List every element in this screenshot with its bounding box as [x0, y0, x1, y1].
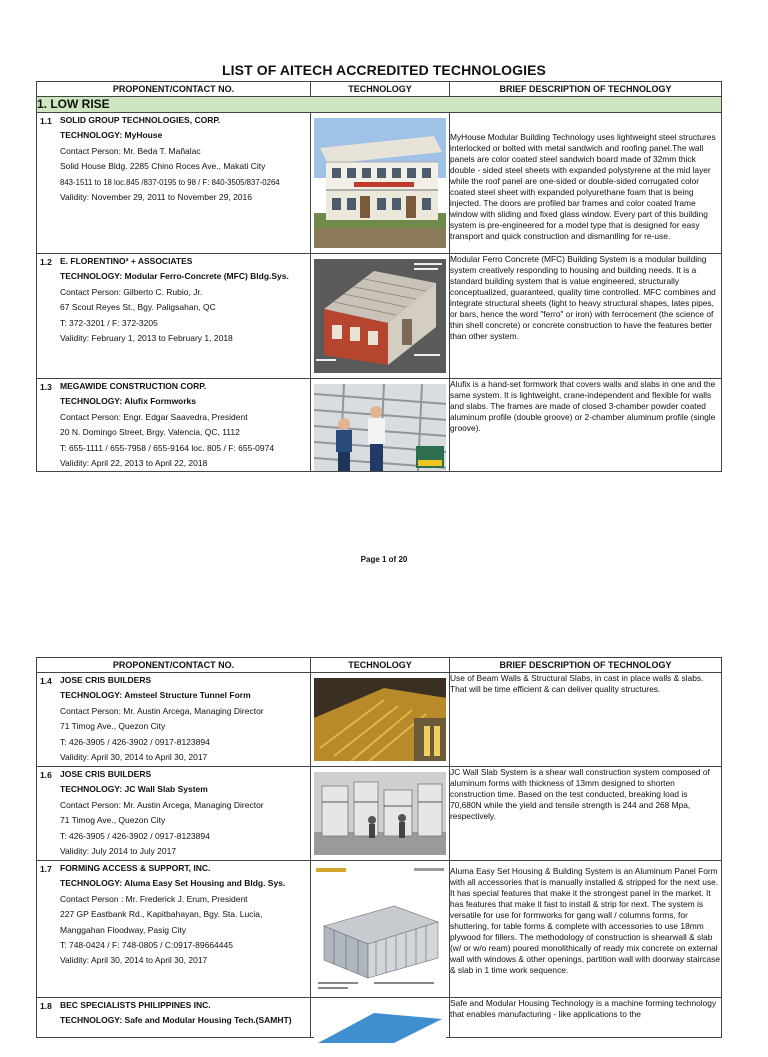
- samht-photo: [314, 1003, 446, 1057]
- technology-image-cell: [311, 113, 450, 254]
- proponent-cell: [37, 379, 311, 472]
- technology-image-cell: [311, 861, 450, 998]
- company-name: FORMING ACCESS & SUPPORT, INC.: [60, 863, 211, 873]
- entry-number: 1.3: [40, 382, 52, 392]
- header-technology: TECHNOLOGY: [311, 82, 450, 97]
- phone: T: 372-3201 / F: 372-3205: [60, 317, 158, 328]
- proponent-cell: [37, 998, 311, 1038]
- technology-image-cell: [311, 998, 450, 1038]
- header-row: [37, 82, 722, 97]
- wall-slab-system-photo: [314, 772, 446, 855]
- company-name: SOLID GROUP TECHNOLOGIES, CORP.: [60, 115, 221, 125]
- document-title: LIST OF AITECH ACCREDITED TECHNOLOGIES: [222, 62, 546, 78]
- technology-table-page2: [36, 657, 722, 1038]
- technology-name: TECHNOLOGY: Safe and Modular Housing Tech.(SAMHT): [60, 1015, 292, 1026]
- address: 71 Timog Ave., Quezon City: [60, 721, 166, 732]
- technology-image-cell: [311, 379, 450, 472]
- address-line-2: Manggahan Floodway, Pasig City: [60, 924, 186, 935]
- technology-name: TECHNOLOGY: Aluma Easy Set Housing and Bldg. Sys.: [60, 878, 286, 889]
- company-name: MEGAWIDE CONSTRUCTION CORP.: [60, 381, 207, 391]
- proponent-cell: [37, 113, 311, 254]
- technology-name: TECHNOLOGY: Amsteel Structure Tunnel Form: [60, 690, 251, 701]
- technology-image-cell: [311, 673, 450, 767]
- table-row: [37, 767, 722, 861]
- table-row: [37, 673, 722, 767]
- entry-number: 1.2: [40, 257, 52, 267]
- address: 71 Timog Ave., Quezon City: [60, 815, 166, 826]
- address: 227 GP Eastbank Rd., Kapitbahayan, Bgy. Sta. Lucia,: [60, 909, 263, 920]
- entry-number: 1.7: [40, 864, 52, 874]
- contact-person: Contact Person: Mr. Austin Arcega, Managing Director: [60, 705, 264, 716]
- mfc-building-diagram: [314, 259, 446, 373]
- page-number: Page 1 of 20: [360, 555, 408, 564]
- section-title: 1. LOW RISE: [37, 97, 722, 113]
- company-name: BEC SPECIALISTS PHILIPPINES INC.: [60, 1000, 211, 1010]
- company-name: JOSE CRIS BUILDERS: [60, 769, 152, 779]
- contact-person: Contact Person: Mr. Austin Arcega, Managing Director: [60, 799, 264, 810]
- aluma-easy-set-diagram: [314, 866, 446, 992]
- header-description: BRIEF DESCRIPTION OF TECHNOLOGY: [450, 658, 722, 673]
- validity: Validity: July 2014 to July 2017: [60, 846, 177, 857]
- description-cell: Use of Beam Walls & Structural Slabs, in cast in place walls & slabs. That will be time efficient & can deliver quality structures.: [450, 673, 722, 767]
- technology-name: TECHNOLOGY: JC Wall Slab System: [60, 784, 208, 795]
- address: Solid House Bldg. 2285 Chino Roces Ave., Makati City: [60, 161, 266, 172]
- validity: Validity: November 29, 2011 to November 29, 2016: [60, 192, 252, 203]
- alufix-formwork-photo: [314, 384, 446, 471]
- entry-number: 1.8: [40, 1001, 52, 1011]
- section-row: [37, 97, 722, 113]
- description-cell: Aluma Easy Set Housing & Building System is an Aluminum Panel Form with all accessories that is manually installed & stripped for the next use. It has special features that make it the strongest panel in the market. It has features that make it fast to install & strip for next. The system is versatile for use for formworks for gang wall / columns forms, for shuttering, for table forms & complete with accessories to use 18mm plywood for fillers. The methodology of construction is shearwall & slab (w/ or w/o ream) poured monolithically of ready mix concrete on external wall with windows & other openings, partition wall with doorway staircase & slab in 1 time work sequence.: [450, 861, 722, 998]
- description-cell: JC Wall Slab System is a shear wall construction system composed of aluminum forms with thickness of 13mm designed to shorten construction time. Based on the test conducted, breaking load is 70,680N while the yield and tensile strength is 244 and 268 Mpa, respectively.: [450, 767, 722, 861]
- validity: Validity: April 30, 2014 to April 30, 2017: [60, 955, 208, 966]
- validity: Validity: April 30, 2014 to April 30, 2017: [60, 752, 208, 763]
- description-cell: MyHouse Modular Building Technology uses lightweight steel structures interlocked or bolted with metal sandwich and roofing panel.The wall panels are color coated steel sandwich board made of 32mm thick double - sided steel sheets with expanded polystyrene at the mid layer while the roof panel are one-sided or double-sided corrugated color coated steel sheet with expanded polyurethane foam that is being injected. The doors are profiled bar frames and color coated frame window with sliding and fixed glass window. Every part of this building system is pre-engineered for a model type that is designed for easy transport and quick construction and dismantling for re-use.: [450, 113, 722, 254]
- table-row: [37, 998, 722, 1038]
- table-row: [37, 254, 722, 379]
- table-row: [37, 861, 722, 998]
- phone: T: 655-1111 / 655-7958 / 655-9164 loc. 805 / F: 655-0974: [60, 442, 275, 453]
- header-description: BRIEF DESCRIPTION OF TECHNOLOGY: [450, 82, 722, 97]
- phone: 843-1511 to 18 loc.845 /837-0195 to 98 / F: 840-3505/837-0264: [60, 177, 280, 187]
- validity: Validity: February 1, 2013 to February 1, 2018: [60, 333, 233, 344]
- contact-person: Contact Person : Mr. Frederick J. Erum, President: [60, 893, 248, 904]
- entry-number: 1.1: [40, 116, 52, 126]
- validity: Validity: April 22, 2013 to April 22, 2018: [60, 458, 208, 469]
- header-proponent: PROPONENT/CONTACT NO.: [37, 658, 311, 673]
- header-technology: TECHNOLOGY: [311, 658, 450, 673]
- proponent-cell: [37, 673, 311, 767]
- technology-name: TECHNOLOGY: MyHouse: [60, 130, 163, 141]
- contact-person: Contact Person: Mr. Beda T. Mañalac: [60, 145, 201, 156]
- address: 20 N. Domingo Street, Brgy. Valencia, QC, 1112: [60, 427, 240, 438]
- address: 67 Scout Reyes St., Bgy. Paligsahan, QC: [60, 302, 216, 313]
- technology-image-cell: [311, 767, 450, 861]
- contact-person: Contact Person: Engr. Edgar Saavedra, President: [60, 411, 248, 422]
- company-name: JOSE CRIS BUILDERS: [60, 675, 152, 685]
- technology-name: TECHNOLOGY: Alufix Formworks: [60, 396, 197, 407]
- description-cell: Modular Ferro Concrete (MFC) Building System is a modular building system creatively responding to housing and building needs. It is a standard building system that is value engineered, structurally conceptualized, guaranteed, quality time controlled. MFC combines and integrate structural sheets (light to heavy structural shapes, lates pipes, or bars, hence the word "ferro" or iron) with ferrocement (the science of thin shell concrete) or concrete construction to have the features better than other system.: [450, 254, 722, 379]
- description-cell: Alufix is a hand-set formwork that covers walls and slabs in one and the same system. It is lightweight, crane-independent and flexible for walls and slabs. The frames are made of closed 3-chamber powder coated aluminum profile (double groove) or 2-chamber aluminum profile (single groove).: [450, 379, 722, 472]
- header-row: [37, 658, 722, 673]
- myhouse-building-photo: [314, 118, 446, 248]
- proponent-cell: [37, 861, 311, 998]
- technology-name: TECHNOLOGY: Modular Ferro-Concrete (MFC) Bldg.Sys.: [60, 271, 289, 282]
- description-cell: Safe and Modular Housing Technology is a machine forming technology that enables manufacturing - like applications to the: [450, 998, 722, 1038]
- proponent-cell: [37, 254, 311, 379]
- phone: T: 426-3905 / 426-3902 / 0917-8123894: [60, 830, 210, 841]
- entry-number: 1.4: [40, 676, 52, 686]
- proponent-cell: [37, 767, 311, 861]
- phone: T: 426-3905 / 426-3902 / 0917-8123894: [60, 736, 210, 747]
- technology-image-cell: [311, 254, 450, 379]
- phone: T: 748-0424 / F: 748-0805 / C:0917-89664445: [60, 940, 233, 951]
- company-name: E. FLORENTINO³ + ASSOCIATES: [60, 256, 193, 266]
- entry-number: 1.6: [40, 770, 52, 780]
- tunnel-form-photo: [314, 678, 446, 761]
- table-row: [37, 379, 722, 472]
- technology-table-page1: [36, 81, 722, 472]
- table-row: [37, 113, 722, 254]
- header-proponent: PROPONENT/CONTACT NO.: [37, 82, 311, 97]
- contact-person: Contact Person: Gilberto C. Rubio, Jr.: [60, 286, 203, 297]
